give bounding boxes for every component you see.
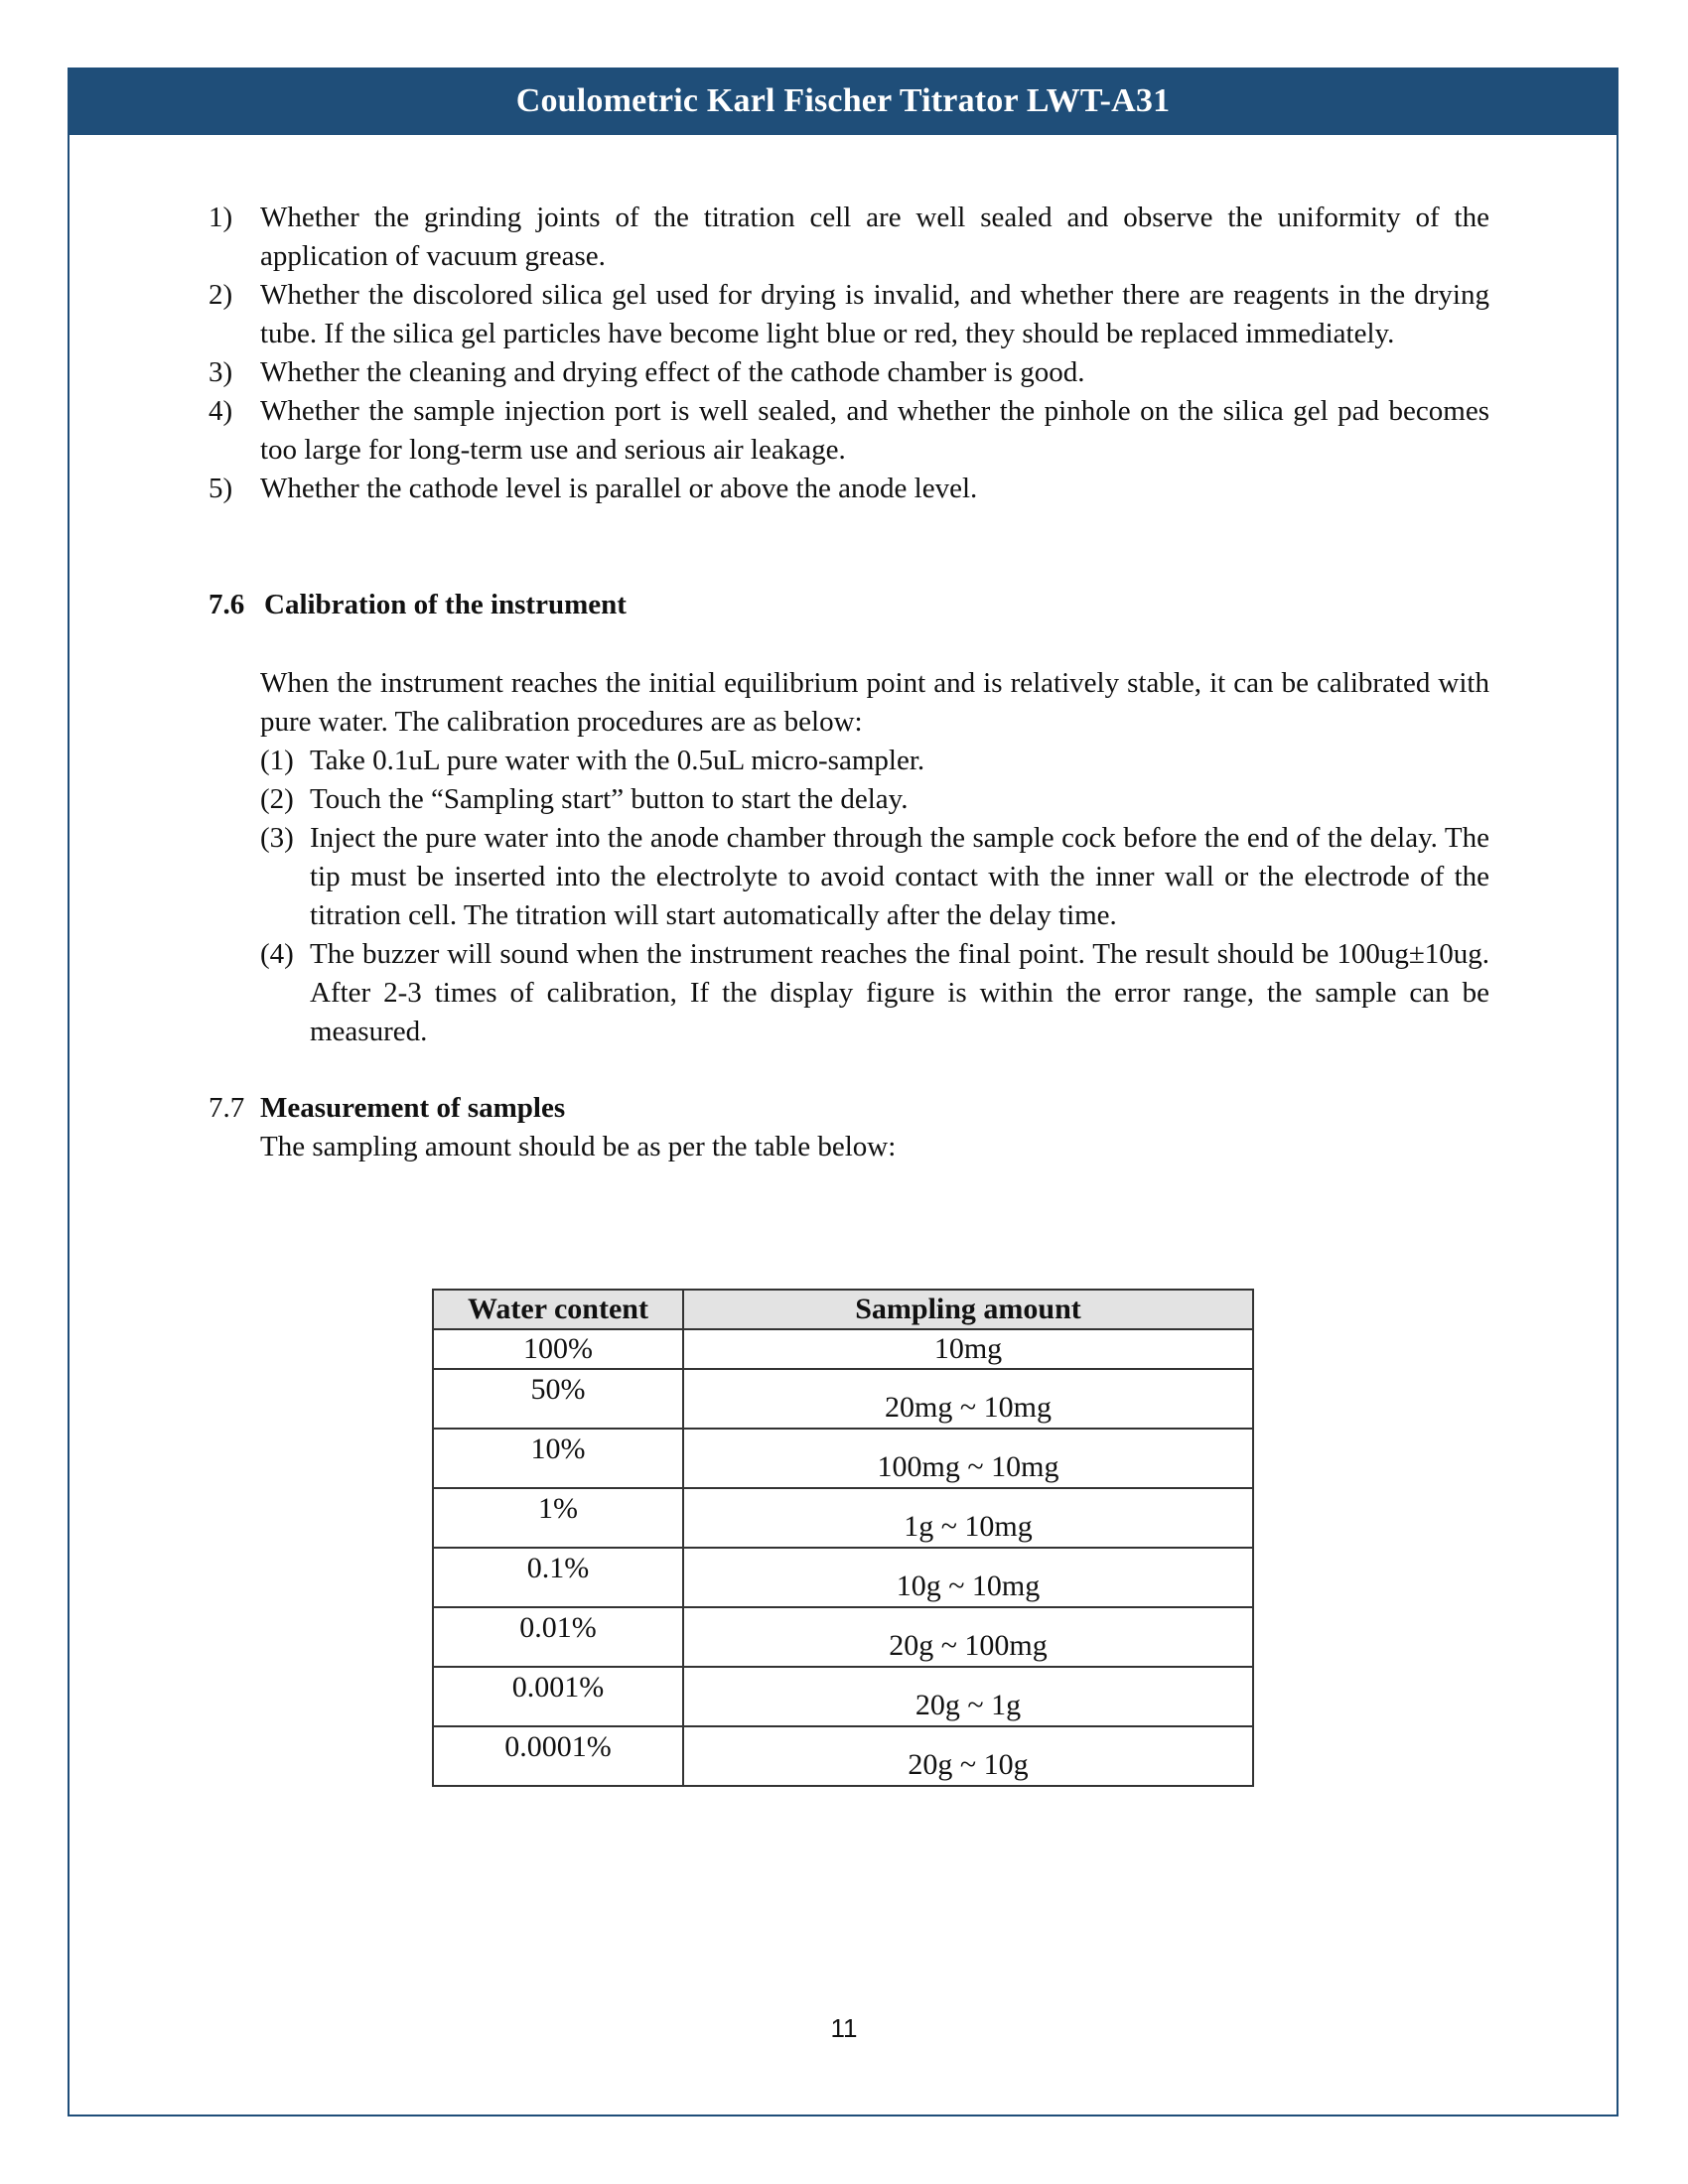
calibration-steps <box>260 742 1489 1051</box>
page-content <box>209 199 1489 1166</box>
document-header <box>68 68 1618 135</box>
page-number: 11 <box>830 2013 858 2043</box>
column-header: Water content <box>433 1290 683 1329</box>
water-content-cell: 50% <box>433 1369 683 1429</box>
list-marker: 3) <box>209 356 233 388</box>
step-marker: (4) <box>260 938 294 970</box>
list-marker: 5) <box>209 473 233 504</box>
list-text: Whether the cleaning and drying effect of the cathode chamber is good. <box>260 356 1085 388</box>
column-header: Sampling amount <box>683 1290 1253 1329</box>
table-header-row <box>433 1290 1253 1329</box>
section-number: 7.6 <box>209 589 245 620</box>
step-marker: (3) <box>260 822 294 854</box>
water-content-cell: 0.01% <box>433 1607 683 1667</box>
sampling-amount-cell: 20g ~ 1g <box>683 1667 1253 1726</box>
sampling-amount-cell: 10mg <box>683 1329 1253 1369</box>
table-row <box>433 1667 1253 1726</box>
water-content-cell: 0.1% <box>433 1548 683 1607</box>
water-content-cell: 100% <box>433 1329 683 1369</box>
section-title: Calibration of the instrument <box>264 589 627 620</box>
calibration-intro: When the instrument reaches the initial equilibrium point and is relatively stable, it can be calibrated with pure water. The calibration procedures are as below: <box>260 667 1489 738</box>
water-content-cell: 10% <box>433 1429 683 1488</box>
step-text: The buzzer will sound when the instrument reaches the final point. The result should be 100ug±10ug. After 2-3 times of calibration, If the display figure is within the error range, the sample can be measured. <box>310 938 1489 1047</box>
sampling-amount-cell: 20g ~ 100mg <box>683 1607 1253 1667</box>
section-title: Measurement of samples <box>260 1092 566 1124</box>
sampling-table <box>432 1289 1254 1787</box>
table-row <box>433 1548 1253 1607</box>
table-row <box>433 1726 1253 1786</box>
step-text: Take 0.1uL pure water with the 0.5uL micro-sampler. <box>310 745 925 776</box>
step-text: Touch the “Sampling start” button to start the delay. <box>310 783 909 815</box>
step-marker: (1) <box>260 745 294 776</box>
list-marker: 2) <box>209 279 233 311</box>
list-item <box>260 819 1489 935</box>
sampling-amount-cell: 20g ~ 10g <box>683 1726 1253 1786</box>
step-text: Inject the pure water into the anode chamber through the sample cock before the end of the delay. The tip must be inserted into the electrolyte to avoid contact with the inner wall or the electrode of the titration cell. The titration will start automatically after the delay time. <box>310 822 1489 931</box>
sampling-amount-cell: 20mg ~ 10mg <box>683 1369 1253 1429</box>
list-item <box>209 470 1489 508</box>
list-item <box>209 199 1489 276</box>
list-text: Whether the sample injection port is well sealed, and whether the pinhole on the silica gel pad becomes too large for long-term use and serious air leakage. <box>260 395 1489 466</box>
list-text: Whether the discolored silica gel used for drying is invalid, and whether there are reagents in the drying tube. If the silica gel particles have become light blue or red, they should be replaced immediately. <box>260 279 1489 349</box>
list-item <box>209 353 1489 392</box>
list-text: Whether the cathode level is parallel or above the anode level. <box>260 473 978 504</box>
list-item <box>260 780 1489 819</box>
list-text: Whether the grinding joints of the titration cell are well sealed and observe the uniformity of the application of vacuum grease. <box>260 202 1489 272</box>
list-item <box>209 276 1489 353</box>
sampling-amount-cell: 100mg ~ 10mg <box>683 1429 1253 1488</box>
water-content-cell: 0.001% <box>433 1667 683 1726</box>
section-heading-measurement <box>209 1089 1489 1128</box>
document-title: Coulometric Karl Fischer Titrator LWT-A31 <box>515 82 1171 119</box>
table-row <box>433 1488 1253 1548</box>
sampling-amount-cell: 10g ~ 10mg <box>683 1548 1253 1607</box>
checklist <box>209 199 1489 508</box>
step-marker: (2) <box>260 783 294 815</box>
table-row <box>433 1369 1253 1429</box>
table-row <box>433 1329 1253 1369</box>
list-marker: 1) <box>209 202 233 233</box>
section-number: 7.7 <box>209 1092 245 1124</box>
table-row <box>433 1429 1253 1488</box>
list-item <box>260 742 1489 780</box>
table-row <box>433 1607 1253 1667</box>
list-marker: 4) <box>209 395 233 427</box>
water-content-cell: 0.0001% <box>433 1726 683 1786</box>
sampling-amount-cell: 1g ~ 10mg <box>683 1488 1253 1548</box>
water-content-cell: 1% <box>433 1488 683 1548</box>
section-heading-calibration <box>209 586 1489 624</box>
list-item <box>260 935 1489 1051</box>
measurement-intro: The sampling amount should be as per the table below: <box>260 1131 897 1162</box>
list-item <box>209 392 1489 470</box>
